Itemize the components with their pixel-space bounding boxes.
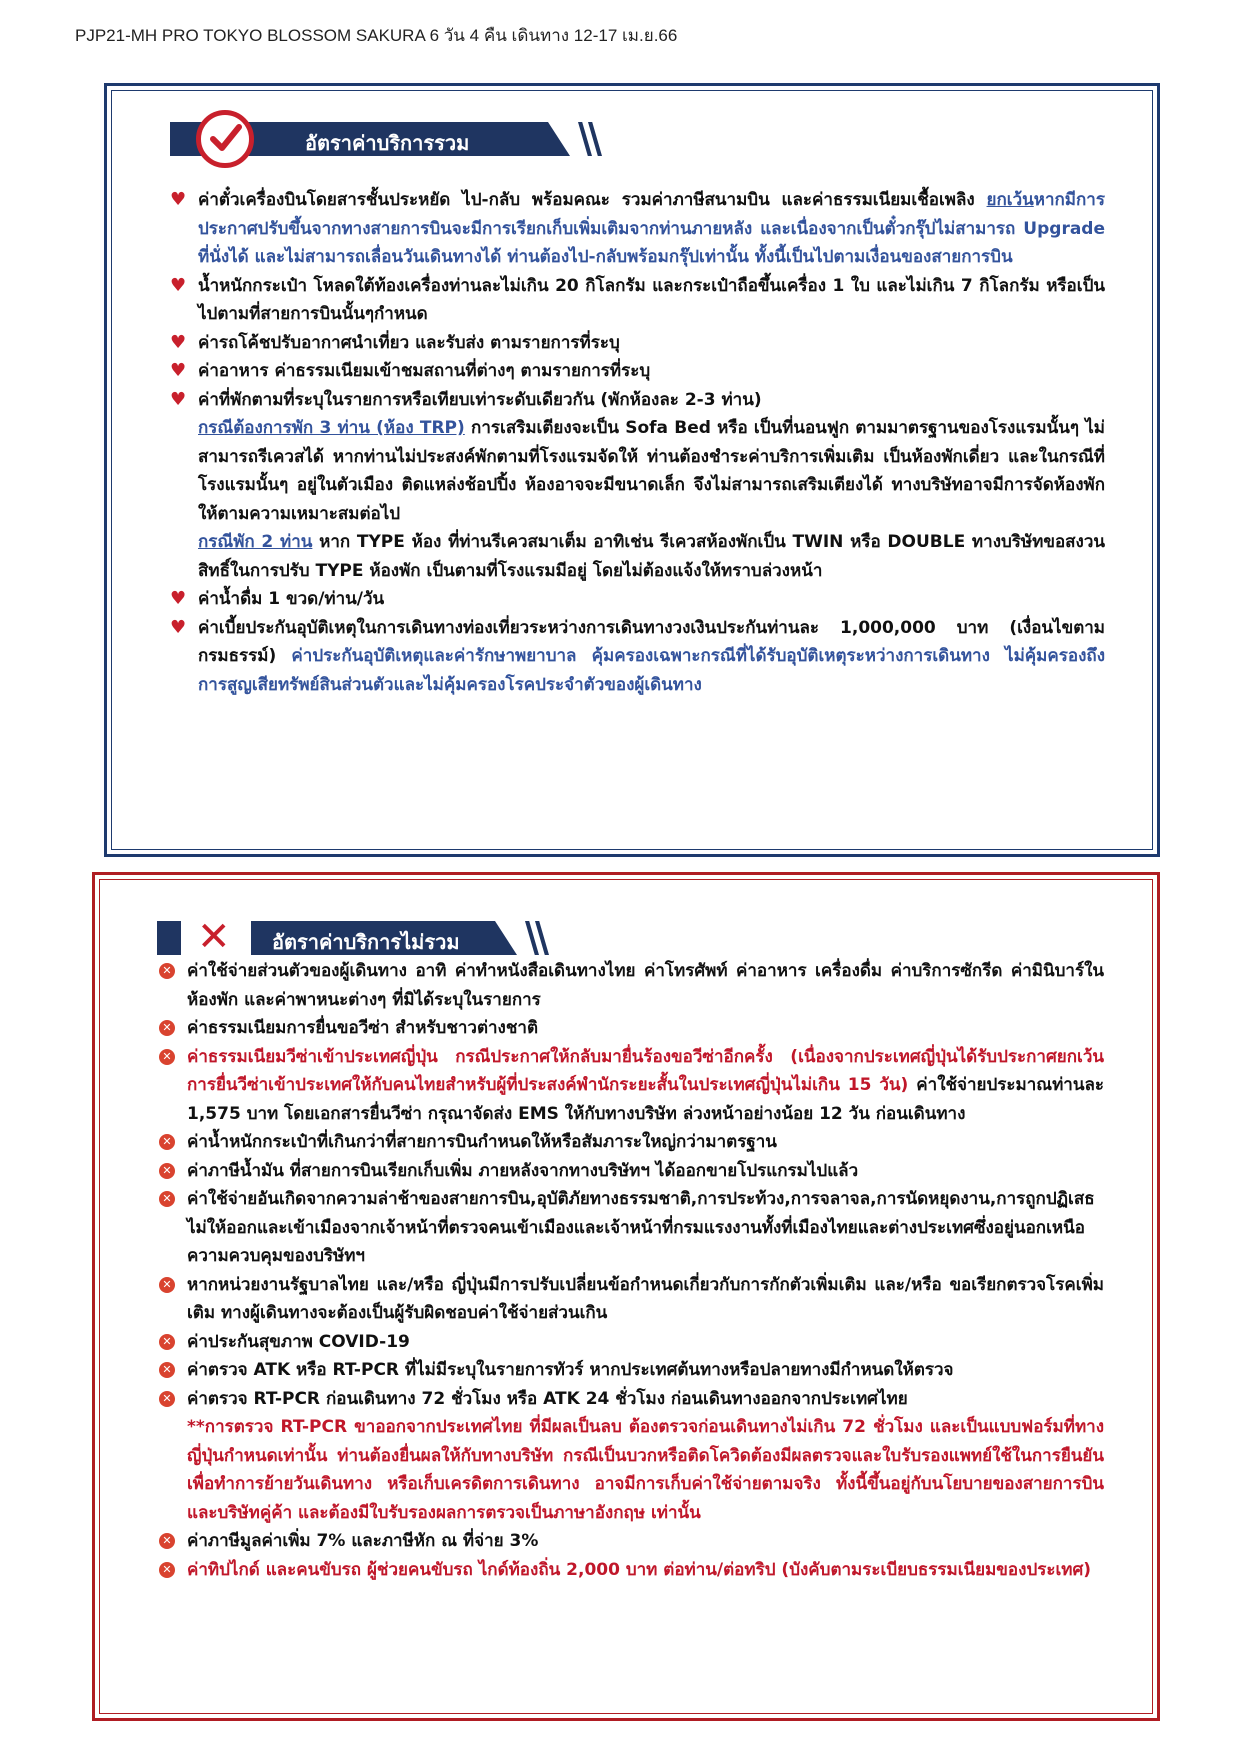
excluded-list	[159, 957, 1104, 1584]
x-circle-icon: ✕	[159, 1277, 175, 1293]
list-item: ✕ ค่าใช้จ่ายส่วนตัวของผู้เดินทาง อาทิ ค่าทำหนังสือเดินทางไทย ค่าโทรศัพท์ ค่าอาหาร เครื่องดื่ม ค่าบริการซักรีด ค่ามินิบาร์ในห้องพัก และค่าพาหนะต่างๆ ที่มิได้ระบุในรายการ	[159, 957, 1104, 1014]
list-item: ✕ ค่าตรวจ RT-PCR ก่อนเดินทาง 72 ชั่วโมง หรือ ATK 24 ชั่วโมง ก่อนเดินทางออกจากประเทศไทย **การตรวจ RT-PCR ขาออกจากประเทศไทย ที่มีผลเป็นลบ ต้องตรวจก่อนเดินทางไม่เกิน 72 ชั่วโมง และเป็นแบบฟอร์มที่ทางญี่ปุ่นกำหนดเท่านั้น ท่านต้องยื่นผลให้กับทางบริษัท กรณีเป็นบวกหรือติดโควิดต้องมีผลตรวจและใบรับรองแพทย์ใช้ในการยืนยัน เพื่อทำการย้ายวันเดินทาง หรือเก็บเครดิตการเดินทาง อาจมีการเก็บค่าใช้จ่ายตามจริง ทั้งนี้ขึ้นอยู่กับนโยบายของสายการบินและบริษัทคู่ค้า และต้องมีใบรับรองผลการตรวจเป็นภาษาอังกฤษ เท่านั้น	[159, 1385, 1104, 1528]
x-circle-icon: ✕	[159, 1391, 175, 1407]
x-circle-icon: ✕	[159, 1362, 175, 1378]
exception-link[interactable]: ยกเว้น	[986, 190, 1034, 210]
list-item: ✕ ค่าประกันสุขภาพ COVID-19	[159, 1328, 1104, 1357]
excluded-services-box	[92, 872, 1160, 1721]
included-services-box	[104, 83, 1160, 857]
list-item: ♥ น้ำหนักกระเป๋า โหลดใต้ท้องเครื่องท่านละไม่เกิน 20 กิโลกรัม และกระเป๋าถือขึ้นเครื่อง 1 ใบ และไม่เกิน 7 กิโลกรัม หรือเป็นไปตามที่สายการบินนั้นๆกำหนด	[170, 272, 1105, 329]
list-item: ♥ ค่าอาหาร ค่าธรรมเนียมเข้าชมสถานที่ต่างๆ ตามรายการที่ระบุ	[170, 357, 1105, 386]
x-circle-icon: ✕	[159, 1163, 175, 1179]
list-item: ✕ ค่าทิปไกด์ และคนขับรถ ผู้ช่วยคนขับรถ ไกด์ท้องถิ่น 2,000 บาท ต่อท่าน/ต่อทริป (บังคับตามระเบียบธรรมเนียมของประเทศ)	[159, 1556, 1104, 1585]
heart-icon: ♥	[170, 588, 187, 609]
list-item: ✕ ค่าใช้จ่ายอันเกิดจากความล่าช้าของสายการบิน,อุบัติภัยทางธรรมชาติ,การประท้วง,การจลาจล,การนัดหยุดงาน,การถูกปฏิเสธไม่ให้ออกและเข้าเมืองจากเจ้าหน้าที่ตรวจคนเข้าเมืองและเจ้าหน้าที่กรมแรงงานทั้งที่เมืองไทยและต่างประเทศซึ่งอยู่นอกเหนือความควบคุมของบริษัทฯ	[159, 1185, 1104, 1271]
check-circle-icon	[196, 110, 254, 168]
double-room-link[interactable]: กรณีพัก 2 ท่าน	[198, 532, 313, 552]
list-item: ♥ ค่าเบี้ยประกันอุบัติเหตุในการเดินทางท่องเที่ยวระหว่างการเดินทางวงเงินประกันท่านละ 1,000,000 บาท (เงื่อนไขตามกรมธรรม์) ค่าประกันอุบัติเหตุและค่ารักษาพยาบาล คุ้มครองเฉพาะกรณีที่ได้รับอุบัติเหตุระหว่างการเดินทาง ไม่คุ้มครองถึงการสูญเสียทรัพย์สินส่วนตัวและไม่คุ้มครองโรคประจำตัวของผู้เดินทาง	[170, 614, 1105, 700]
x-circle-icon: ✕	[159, 1020, 175, 1036]
list-item: ✕ ค่าน้ำหนักกระเป๋าที่เกินกว่าที่สายการบินกำหนดให้หรือสัมภาระใหญ่กว่ามาตรฐาน	[159, 1128, 1104, 1157]
x-mark-icon: ✕	[197, 914, 231, 960]
list-item: ♥ ค่าตั๋วเครื่องบินโดยสารชั้นประหยัด ไป-กลับ พร้อมคณะ รวมค่าภาษีสนามบิน และค่าธรรมเนียมเชื้อเพลิง ยกเว้นหากมีการประกาศปรับขึ้นจากทางสายการบินจะมีการเรียกเก็บเพิ่มเติมจากท่านภายหลัง และเนื่องจากเป็นตั๋วกรุ๊ปไม่สามารถ Upgrade ที่นั่งได้ และไม่สามารถเลื่อนวันเดินทางได้ ท่านต้องไป-กลับพร้อมกรุ๊ปเท่านั้น ทั้งนี้เป็นไปตามเงื่อนของสายการบิน	[170, 186, 1105, 272]
heart-icon: ♥	[170, 274, 187, 296]
excluded-banner	[157, 914, 557, 960]
list-item: ♥ ค่ารถโค้ชปรับอากาศนำเที่ยว และรับส่ง ตามรายการที่ระบุ	[170, 329, 1105, 358]
list-item: ✕ ค่าตรวจ ATK หรือ RT-PCR ที่ไม่มีระบุในรายการทัวร์ หากประเทศต้นทางหรือปลายทางมีกำหนดให้ตรวจ	[159, 1356, 1104, 1385]
x-circle-icon: ✕	[159, 1191, 175, 1207]
list-item: ♥ ค่าน้ำดื่ม 1 ขวด/ท่าน/วัน	[170, 585, 1105, 614]
x-circle-icon: ✕	[159, 963, 175, 979]
x-circle-icon: ✕	[159, 1562, 175, 1578]
heart-icon: ♥	[170, 331, 187, 353]
heart-icon: ♥	[170, 388, 187, 410]
x-circle-icon: ✕	[159, 1334, 175, 1350]
heart-icon: ♥	[170, 616, 187, 638]
list-item: ✕ ค่าภาษีน้ำมัน ที่สายการบินเรียกเก็บเพิ่ม ภายหลังจากทางบริษัทฯ ได้ออกขายโปรแกรมไปแล้ว	[159, 1157, 1104, 1186]
x-circle-icon: ✕	[159, 1533, 175, 1549]
included-list	[170, 186, 1105, 699]
list-item: ✕ ค่าธรรมเนียมวีซ่าเข้าประเทศญี่ปุ่น กรณีประกาศให้กลับมายื่นร้องขอวีซ่าอีกครั้ง (เนื่องจากประเทศญี่ปุ่นได้รับประกาศยกเว้นการยื่นวีซ่าเข้าประเทศให้กับคนไทยสำหรับผู้ที่ประสงค์พำนักระยะสั้นในประเทศญี่ปุ่นไม่เกิน 15 วัน) ค่าใช้จ่ายประมาณท่านละ 1,575 บาท โดยเอกสารยื่นวีซ่า กรุณาจัดส่ง EMS ให้กับทางบริษัท ล่วงหน้าอย่างน้อย 12 วัน ก่อนเดินทาง	[159, 1043, 1104, 1129]
list-item: ♥ ค่าที่พักตามที่ระบุในรายการหรือเทียบเท่าระดับเดียวกัน (พักห้องละ 2-3 ท่าน) กรณีต้องการพัก 3 ท่าน (ห้อง TRP) การเสริมเตียงจะเป็น Sofa Bed หรือ เป็นที่นอนฟูก ตามมาตรฐานของโรงแรมนั้นๆ ไม่สามารถรีเควสได้ หากท่านไม่ประสงค์พักตามที่โรงแรมจัดให้ ท่านต้องชำระค่าบริการเพิ่มเติม เป็นห้องพักเดี่ยว และในกรณีที่โรงแรมนั้นๆ อยู่ในตัวเมือง ติดแหล่งช้อปปิ้ง ห้องอาจจะมีขนาดเล็ก จึงไม่สามารถเสริมเตียงได้ ทางบริษัทอาจมีการจัดห้องพักให้ตามความเหมาะสมต่อไป กรณีพัก 2 ท่าน หาก TYPE ห้อง ที่ท่านรีเควสมาเต็ม อาทิเช่น รีเควสห้องพักเป็น TWIN หรือ DOUBLE ทางบริษัทขอสงวนสิทธิ์ในการปรับ TYPE ห้องพัก เป็นตามที่โรงแรมมีอยู่ โดยไม่ต้องแจ้งให้ทราบล่วงหน้า	[170, 386, 1105, 586]
included-heading: อัตราค่าบริการรวม	[305, 131, 470, 155]
x-circle-icon: ✕	[159, 1049, 175, 1065]
excluded-heading: อัตราค่าบริการไม่รวม	[272, 930, 460, 954]
heart-icon: ♥	[170, 189, 187, 210]
x-circle-icon: ✕	[159, 1134, 175, 1150]
triple-room-link[interactable]: กรณีต้องการพัก 3 ท่าน (ห้อง TRP)	[198, 418, 465, 438]
included-banner	[170, 120, 620, 158]
document-header: PJP21-MH PRO TOKYO BLOSSOM SAKURA 6 วัน 4 คืน เดินทาง 12-17 เม.ย.66	[75, 26, 678, 45]
heart-icon: ♥	[170, 360, 187, 381]
list-item: ✕ ค่าธรรมเนียมการยื่นขอวีซ่า สำหรับชาวต่างชาติ	[159, 1014, 1104, 1043]
list-item: ✕ หากหน่วยงานรัฐบาลไทย และ/หรือ ญี่ปุ่นมีการปรับเปลี่ยนข้อกำหนดเกี่ยวกับการกักตัวเพิ่มเติม และ/หรือ ขอเรียกตรวจโรคเพิ่มเติม ทางผู้เดินทางจะต้องเป็นผู้รับผิดชอบค่าใช้จ่ายส่วนเกิน	[159, 1271, 1104, 1328]
list-item: ✕ ค่าภาษีมูลค่าเพิ่ม 7% และภาษีหัก ณ ที่จ่าย 3%	[159, 1527, 1104, 1556]
